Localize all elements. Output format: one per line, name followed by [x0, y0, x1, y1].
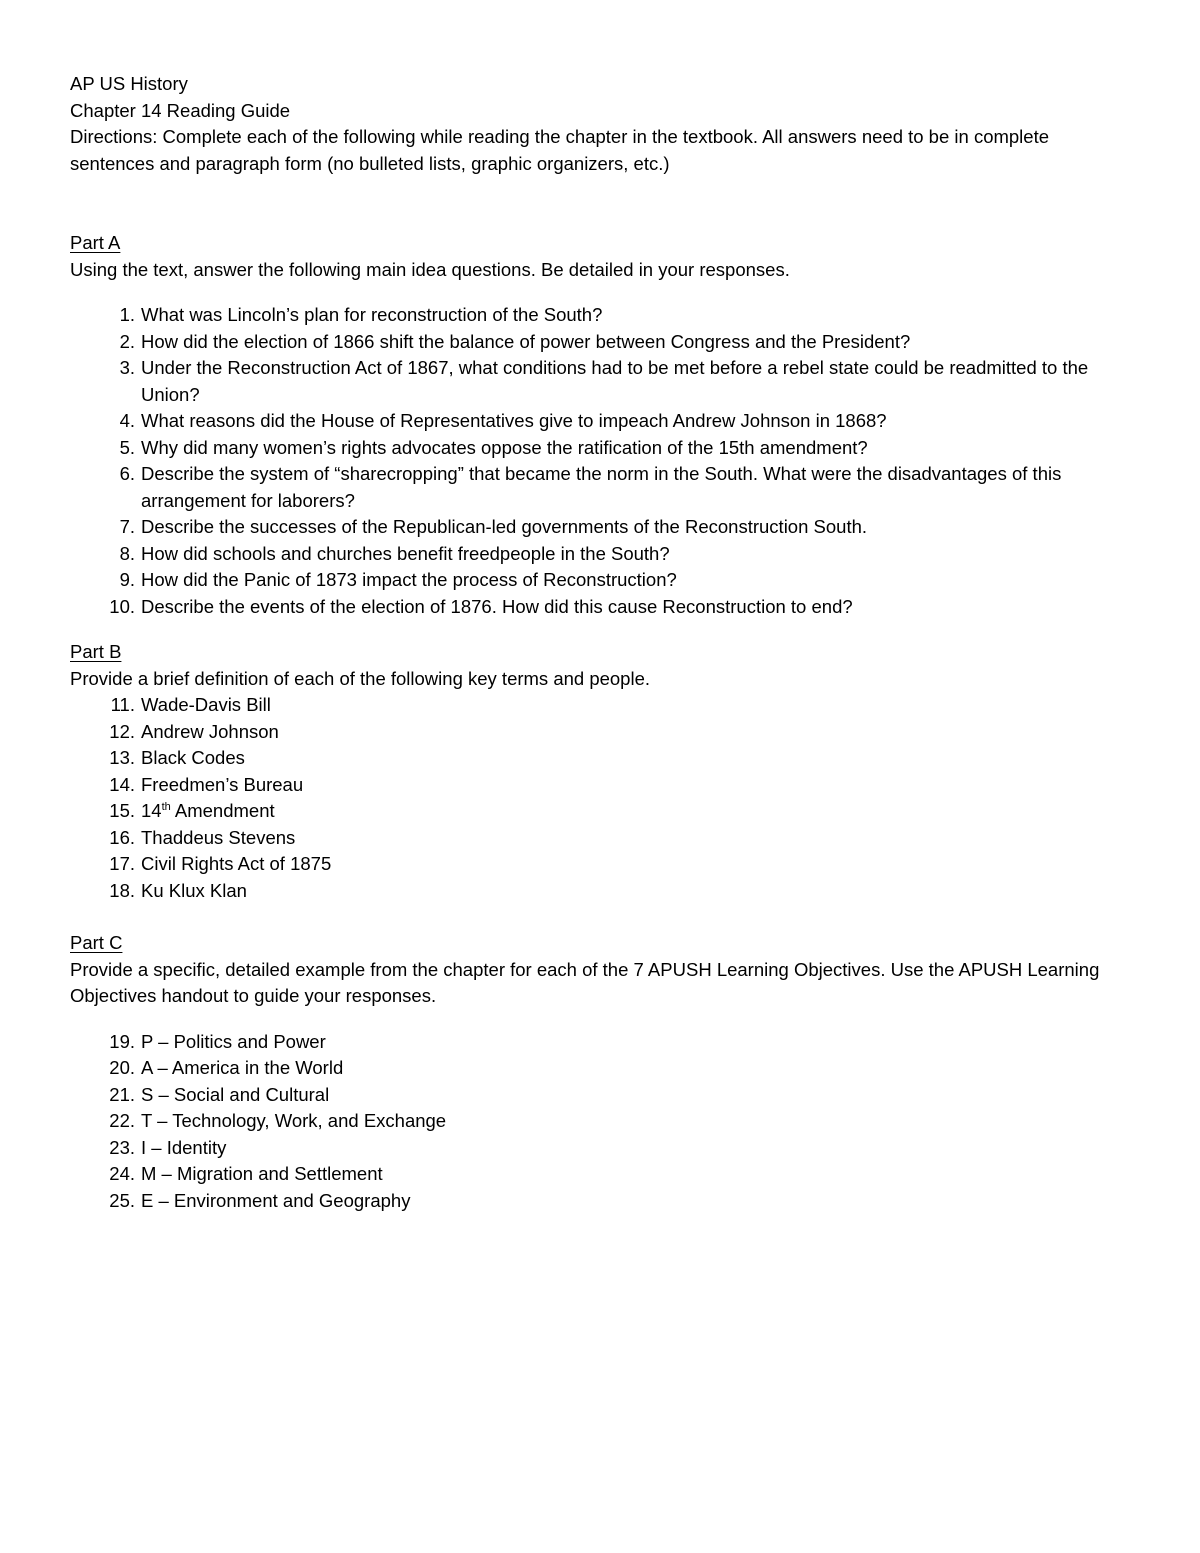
- item-text: Describe the system of “sharecropping” that became the norm in the South. What were the disadvantages of this arrangement for laborers?: [141, 463, 1062, 511]
- item-number: 2.: [119, 330, 135, 352]
- list-item: [70, 1161, 1130, 1188]
- list-item: [70, 567, 1130, 594]
- list-item: [70, 541, 1130, 568]
- ordinal-number: 14: [141, 800, 162, 821]
- item-number: 16.: [109, 826, 135, 848]
- list-item: [70, 851, 1130, 878]
- list-item: [70, 745, 1130, 772]
- item-number: 22.: [109, 1110, 135, 1131]
- list-item: [70, 435, 1130, 462]
- item-number: 1.: [119, 304, 135, 325]
- item-text: Black Codes: [141, 747, 245, 768]
- item-number: 5.: [119, 436, 135, 458]
- item-text: Freedmen’s Bureau: [141, 773, 304, 795]
- list-item: [70, 1082, 1130, 1109]
- item-text-rest: Amendment: [170, 800, 275, 821]
- item-number: 9.: [119, 569, 135, 590]
- item-number: 12.: [109, 720, 135, 742]
- item-text: How did the Panic of 1873 impact the process of Reconstruction?: [141, 569, 677, 590]
- directions-text: Directions: Complete each of the following while reading the chapter in the textbook. All answers need to be in complete sentences and paragraph form (no bulleted lists, graphic organizers, etc.): [70, 126, 1050, 174]
- part-c-title: Part C: [70, 932, 123, 953]
- ordinal-suffix: th: [161, 800, 171, 813]
- item-text: E – Environment and Geography: [141, 1189, 411, 1211]
- list-item: [70, 355, 1130, 408]
- item-number: 10.: [109, 595, 135, 617]
- list-item: [70, 1135, 1130, 1162]
- item-number: 14.: [109, 773, 135, 795]
- item-number: 23.: [109, 1136, 135, 1158]
- item-text: A – America in the World: [141, 1057, 344, 1078]
- item-number: 6.: [119, 463, 135, 484]
- list-item: [70, 825, 1130, 852]
- document-content: [70, 71, 1130, 1214]
- list-item: [70, 1055, 1130, 1082]
- item-text: T – Technology, Work, and Exchange: [141, 1110, 447, 1131]
- item-number: 20.: [109, 1057, 135, 1078]
- list-item: [70, 302, 1130, 329]
- item-text: Why did many women’s rights advocates oppose the ratification of the 15th amendment?: [141, 436, 868, 458]
- list-item: [70, 594, 1130, 621]
- item-number: 25.: [109, 1189, 135, 1211]
- course-title: AP US History: [70, 73, 188, 94]
- list-item: [70, 1108, 1130, 1135]
- item-text: Civil Rights Act of 1875: [141, 853, 332, 874]
- part-a-section: [70, 230, 1130, 620]
- list-item: [70, 329, 1130, 356]
- item-text: Ku Klux Klan: [141, 879, 247, 901]
- list-item: [70, 798, 1130, 825]
- item-text: S – Social and Cultural: [141, 1083, 330, 1105]
- guide-title: Chapter 14 Reading Guide: [70, 99, 291, 121]
- item-text: I – Identity: [141, 1136, 227, 1158]
- list-item: [70, 692, 1130, 719]
- item-text: What reasons did the House of Representatives give to impeach Andrew Johnson in 1868?: [141, 410, 887, 431]
- part-a-list: [70, 302, 1130, 620]
- list-item: [70, 878, 1130, 905]
- list-item: [70, 514, 1130, 541]
- item-text: M – Migration and Settlement: [141, 1163, 383, 1184]
- part-c-section: [70, 930, 1130, 1214]
- item-text: Andrew Johnson: [141, 720, 279, 742]
- part-a-instructions: Using the text, answer the following main idea questions. Be detailed in your responses.: [70, 258, 790, 280]
- item-number: 13.: [109, 747, 135, 768]
- item-number: 7.: [119, 516, 135, 537]
- item-text: [141, 798, 1130, 825]
- part-c-list: [70, 1029, 1130, 1215]
- part-b-section: [70, 639, 1130, 904]
- item-text: Thaddeus Stevens: [141, 826, 296, 848]
- item-number: 11.: [110, 694, 135, 715]
- item-number: 19.: [109, 1030, 135, 1052]
- list-item: [70, 461, 1130, 514]
- item-number: 4.: [119, 410, 135, 431]
- item-number: 24.: [109, 1163, 135, 1184]
- item-text: Wade-Davis Bill: [141, 694, 271, 715]
- list-item: [70, 1188, 1130, 1215]
- item-number: 15.: [109, 800, 135, 821]
- part-a-title: Part A: [70, 232, 121, 253]
- item-text: P – Politics and Power: [141, 1030, 326, 1052]
- list-item: [70, 1029, 1130, 1056]
- part-c-instructions: Provide a specific, detailed example from the chapter for each of the 7 APUSH Learning Objectives. Use the APUSH Learning Objectives handout to guide your responses.: [70, 958, 1100, 1006]
- list-item: [70, 772, 1130, 799]
- item-text: How did schools and churches benefit freedpeople in the South?: [141, 542, 670, 564]
- item-text: Describe the successes of the Republican-led governments of the Reconstruction South.: [141, 516, 868, 537]
- item-text: Describe the events of the election of 1876. How did this cause Reconstruction to end?: [141, 595, 853, 617]
- part-b-instructions: Provide a brief definition of each of the following key terms and people.: [70, 667, 651, 689]
- item-number: 18.: [109, 879, 135, 901]
- item-text: How did the election of 1866 shift the balance of power between Congress and the President?: [141, 330, 911, 352]
- item-number: 8.: [119, 542, 135, 564]
- list-item: [70, 408, 1130, 435]
- item-number: 21.: [109, 1083, 135, 1105]
- item-text: Under the Reconstruction Act of 1867, what conditions had to be met before a rebel state could be readmitted to the Union?: [141, 357, 1089, 405]
- item-number: 3.: [119, 357, 135, 378]
- list-item: [70, 719, 1130, 746]
- item-number: 17.: [109, 853, 135, 874]
- part-b-title: Part B: [70, 641, 122, 662]
- part-b-list: [70, 692, 1130, 904]
- item-text: What was Lincoln’s plan for reconstruction of the South?: [141, 304, 603, 325]
